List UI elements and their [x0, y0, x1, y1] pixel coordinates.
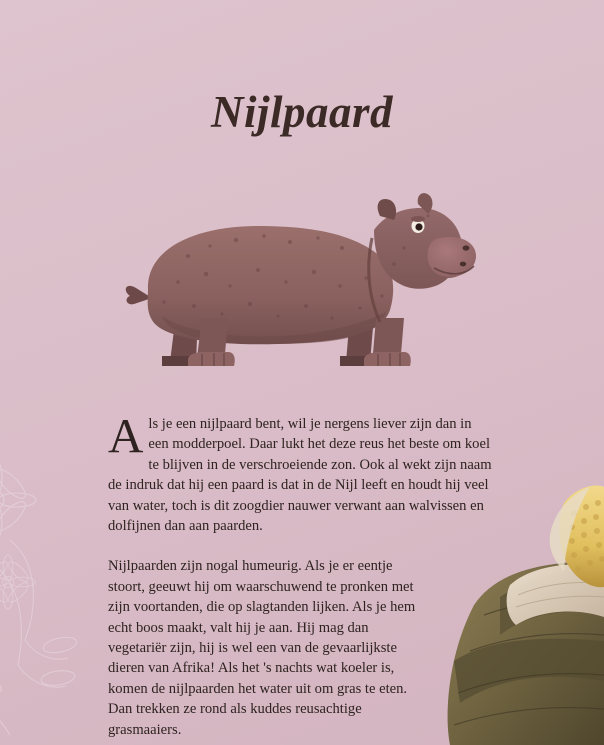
paragraph-1: [108, 408, 493, 536]
page-title: Nijlpaard: [210, 87, 394, 137]
paragraph-1-text: ls je een nijlpaard bent, wil je nergens liever zijn dan in een modderpoel. Daar lukt het deze reus het beste om koel te blijven in de verschroeiende zon. Ook al wekt zijn naam de indruk dat hij een paard is dat in de Nijl leeft en houdt hij veel van water, toch is dit zoogdier nauwer verwant aan walvissen en dolfijnen dan aan paarden.: [108, 416, 492, 535]
paragraph-2: Nijlpaarden zijn nogal humeurig. Als je er eentje stoort, geeuwt hij om waarschuwend te pronken met zijn voortanden, die op slagtanden lijken. Als je hem echt boos maakt, valt hij je aan. Hij mag dan vegetariër zijn, hij is wel een van de gevaarlijkste dieren van Afrika! Als het 's nachts wat koeler is, komen de nijlpaarden het water uit om gras te eten. Dan trekken ze rond als kuddes reusachtige grasmaaiers.: [108, 558, 416, 738]
hippopotamus-illustration: [118, 186, 478, 386]
article-body: [108, 408, 493, 740]
drop-cap: A: [108, 408, 144, 463]
